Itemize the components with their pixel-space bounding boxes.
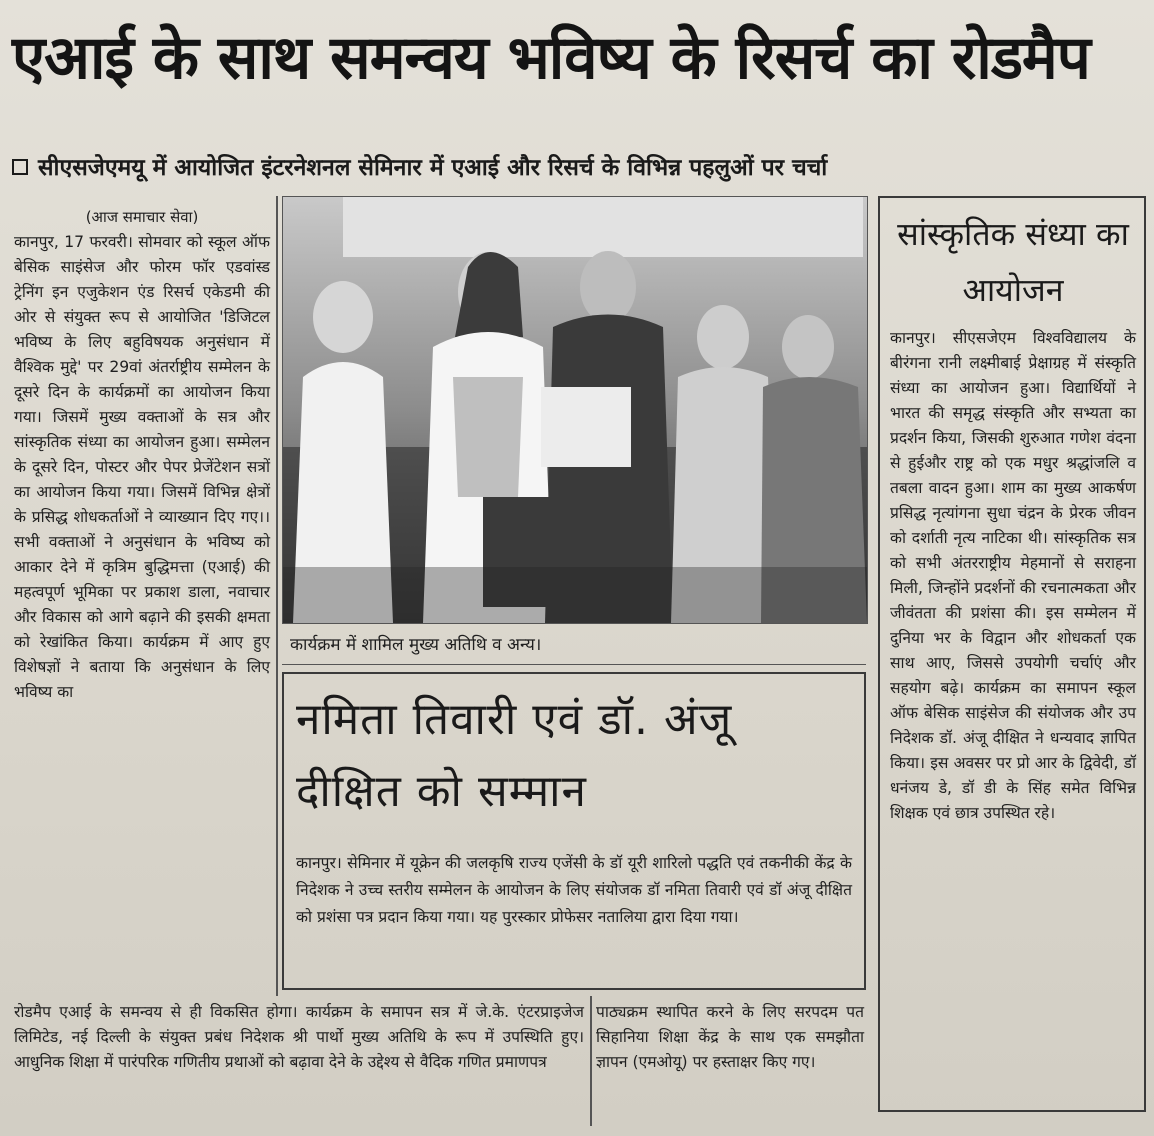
column-divider [590,996,592,1126]
culture-title: सांस्कृतिक संध्या का आयोजन [897,215,1129,309]
checkbox-bullet-icon [12,159,28,175]
culture-news-box [878,196,1146,1112]
photo-caption: कार्यक्रम में शामिल मुख्य अतिथि व अन्य। [282,625,866,665]
main-article-continuation: रोडमैप एआई के समन्वय से ही विकसित होगा। कार्यक्रम के समापन सत्र में जे.के. एंटरप्राइजेज लिमिटेड, नई दिल्ली के संयुक्त प्रबंध निदेशक श्री पार्थो मुख्य अतिथि के रूप में उपस्थिति हुए। आधुनिक शिक्षा में पारंपरिक गणितीय प्रथाओं को बढ़ावा देने के उद्देश्य से वैदिक गणित प्रमाणपत्र [14,1003,584,1071]
culture-body: कानपुर। सीएसजेएम विश्वविद्यालय के बीरंगना रानी लक्ष्मीबाई प्रेक्षाग्रह में संस्कृति संध्या का आयोजन हुआ। विद्यार्थियों ने भारत की समृद्ध संस्कृति और सभ्यता का प्रदर्शन किया, जिसकी शुरुआत गणेश वंदना से हुईऔर राष्ट्र को एक मधुर श्रद्धांजलि व तबला वादन हुआ। शाम का मुख्य आकर्षण प्रसिद्ध नृत्यांगना सुधा चंद्रन के प्रेरक जीवन को दर्शाती नृत्य नाटिका थी। सांस्कृतिक सत्र को सभी अंतरराष्ट्रीय मेहमानों से सराहना मिली, जिन्होंने प्रदर्शनों की रचनात्मकता और जीवंतता की प्रशंसा की। इस सम्मेलन में दुनिया भर के विद्वान और शोधकर्ता एक साथ आए, जिससे उपयोगी चर्चाएं और सहयोग बढ़े। कार्यक्रम का समापन स्कूल ऑफ बेसिक साइंसेज की संयोजक और उप निदेशक डॉ. अंजू दीक्षित ने धन्यवाद ज्ञापित किया। इस अवसर पर प्रो आर के द्विवेदी, डॉ धनंजय डे, डॉ डी के सिंह समेत विभिन्न शिक्षक एवं छात्र उपस्थित रहे। [890,329,1136,822]
main-article-column [14,205,270,1005]
event-photo-image [283,197,867,623]
honor-body: कानपुर। सेमिनार में यूक्रेन की जलकृषि राज्य एजेंसी के डॉ यूरी शारिलो पद्धति एवं तकनीकी केंद्र के निदेशक ने उच्च स्तरीय सम्मेलन के आयोजन के लिए संयोजक डॉ नमिता तिवारी एवं डॉ अंजू दीक्षित को प्रशंसा पत्र प्रदान किया गया। यह पुरस्कार प्रोफेसर नतालिया द्वारा दिया गया। [296,854,852,926]
subheadline-row [12,150,1146,186]
main-article-continuation-2: पाठ्यक्रम स्थापित करने के लिए सरपदम पत सिहानिया शिक्षा केंद्र के साथ एक समझौता ज्ञापन (एमओयू) पर हस्ताक्षर किए गए। [596,1003,864,1071]
column-divider [276,196,278,996]
news-agency-credit: (आज समाचार सेवा) [85,208,199,226]
subheadline: सीएसजेएमयू में आयोजित इंटरनेशनल सेमिनार में एआई और रिसर्च के विभिन्न पहलुओं पर चर्चा [38,155,828,181]
headline: एआई के साथ समन्वय भविष्य के रिसर्च का रोडमैप [12,23,1090,93]
honor-news-box [282,672,866,990]
event-photo [282,196,868,624]
main-article-text: कानपुर, 17 फरवरी। सोमवार को स्कूल ऑफ बेसिक साइंसेज और फोरम फॉर एडवांस्ड ट्रेनिंग इन एजुकेशन एंड रिसर्च एकेडमी की ओर से संयुक्त रूप से आयोजित 'डिजिटल भविष्य के लिए बहुविषयक अनुसंधान में वैश्विक मुद्दे' पर 29वां अंतर्राष्ट्रीय सम्मेलन के दूसरे दिन के कार्यक्रमों का आयोजन किया गया। जिसमें मुख्य वक्ताओं के सत्र और सांस्कृतिक संध्या का आयोजन हुआ। सम्मेलन के दूसरे दिन, पोस्टर और पेपर प्रेजेंटेशन सत्रों का आयोजन किया गया। जिसमें विभिन्न क्षेत्रों के प्रसिद्ध शोधकर्ताओं ने व्याख्यान दिए गए।। सभी वक्ताओं ने अनुसंधान के भविष्य को आकार देने में कृत्रिम बुद्धिमत्ता (एआई) की महत्वपूर्ण भूमिका पर प्रकाश डाला, नवाचार और विकास को आगे बढ़ाने की इसकी क्षमता को रेखांकित किया। कार्यक्रम में आए हुए विशेषज्ञों ने बताया कि अनुसंधान के लिए भविष्य का [14,233,270,701]
honor-title: नमिता तिवारी एवं डॉ. अंजू दीक्षित को सम्मान [296,694,733,817]
